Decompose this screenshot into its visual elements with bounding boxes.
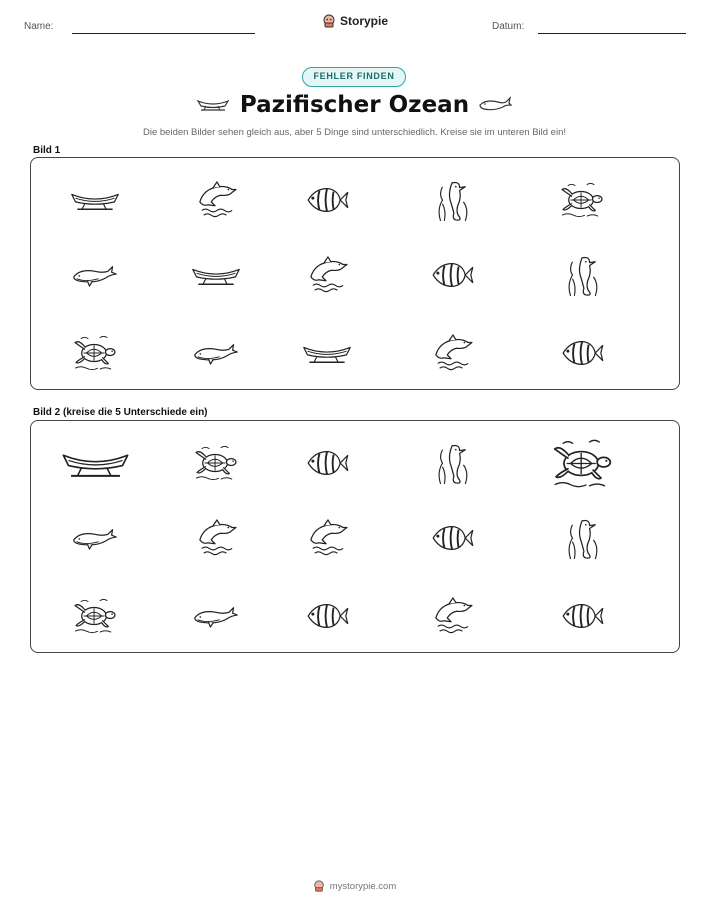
footer — [0, 880, 709, 892]
fish-icon[interactable] — [304, 600, 350, 632]
picture1-panel — [30, 157, 680, 390]
fish-icon[interactable] — [429, 522, 475, 554]
activity-badge: FEHLER FINDEN — [302, 67, 406, 87]
brand-name: Storypie — [340, 14, 389, 28]
canoe-icon[interactable] — [59, 445, 132, 481]
turtle-icon[interactable] — [192, 444, 240, 482]
canoe-icon — [190, 262, 242, 288]
brand — [322, 14, 388, 28]
fish-icon[interactable] — [559, 600, 605, 632]
dolphin-icon[interactable] — [430, 597, 474, 635]
instructions: Die beiden Bilder sehen gleich aus, aber 5 Dinge sind unterschiedlich. Kreise sie im unteren Bild ein! — [143, 127, 566, 138]
footer-url[interactable]: mystorypie.com — [329, 880, 397, 892]
date-field[interactable] — [538, 33, 686, 34]
dolphin-icon — [430, 334, 474, 372]
seahorse-icon — [563, 252, 601, 298]
turtle-icon — [558, 181, 606, 219]
dolphin-icon[interactable] — [194, 519, 238, 557]
whale-icon[interactable] — [191, 604, 241, 628]
name-label: Name: — [24, 21, 54, 32]
whale-icon — [191, 341, 241, 365]
dolphin-icon[interactable] — [305, 519, 349, 557]
canoe-icon — [69, 187, 121, 213]
turtle-icon — [71, 334, 119, 372]
canoe-icon — [301, 340, 353, 366]
storypie-logo-icon — [322, 14, 336, 28]
seahorse-icon[interactable] — [563, 515, 601, 561]
dolphin-icon — [305, 256, 349, 294]
dolphin-icon — [194, 181, 238, 219]
whale-icon[interactable] — [70, 526, 120, 550]
date-label: Datum: — [492, 21, 525, 32]
picture1-label: Bild 1 — [33, 145, 61, 156]
picture2-panel[interactable] — [30, 420, 680, 653]
turtle-icon[interactable] — [71, 597, 119, 635]
fish-icon — [304, 184, 350, 216]
seahorse-icon[interactable] — [433, 440, 471, 486]
picture2-label: Bild 2 (kreise die 5 Unterschiede ein) — [33, 407, 208, 418]
turtle-icon[interactable] — [549, 437, 616, 490]
storypie-logo-icon — [313, 880, 325, 892]
whale-icon — [70, 263, 120, 287]
fish-icon — [559, 337, 605, 369]
name-field[interactable] — [72, 33, 255, 34]
page-title: Pazifischer Ozean — [239, 92, 470, 118]
whale-icon — [478, 96, 512, 112]
seahorse-icon — [433, 177, 471, 223]
fish-icon — [429, 259, 475, 291]
fish-icon[interactable] — [304, 447, 350, 479]
